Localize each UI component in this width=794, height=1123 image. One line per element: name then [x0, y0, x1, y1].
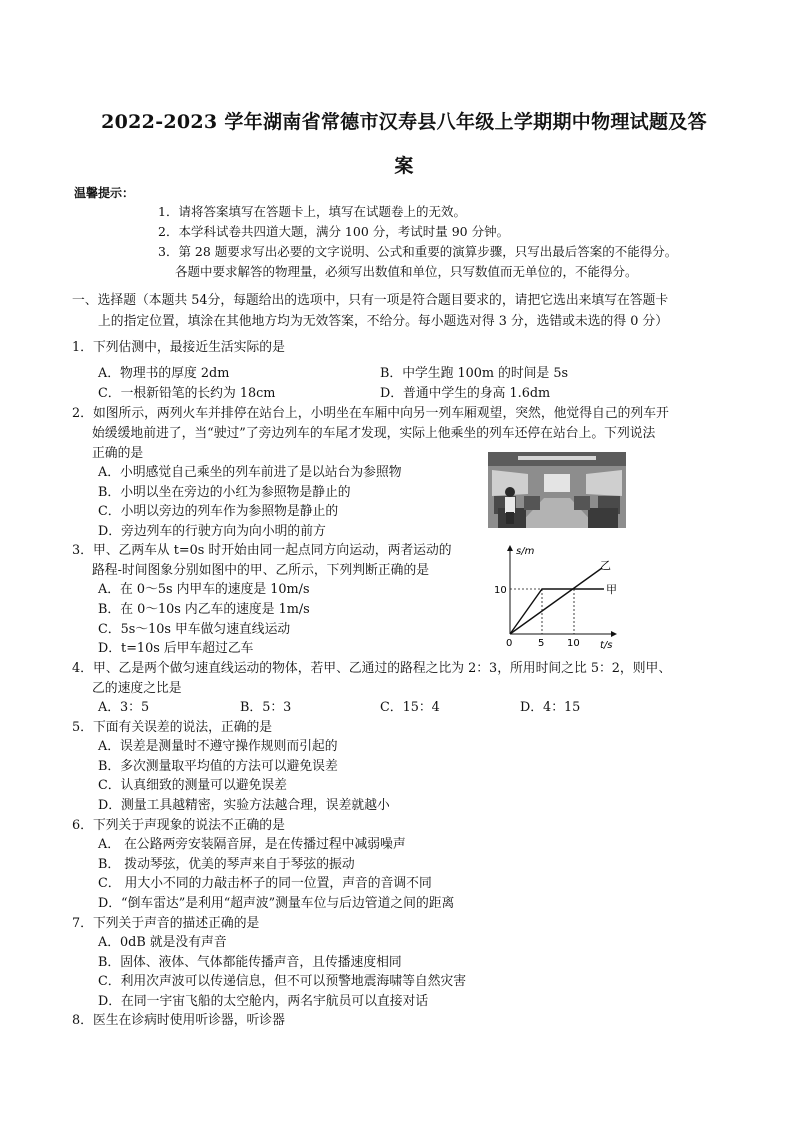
q3-option-b: B．在 0～10s 内乙车的速度是 1m/s: [98, 602, 310, 617]
q3-option-c: C．5s～10s 甲车做匀速直线运动: [98, 622, 291, 637]
q6-option-c: C． 用大小不同的力敲击杯子的同一位置，声音的音调不同: [98, 876, 432, 891]
q4-option-c: C．15：4: [380, 700, 440, 715]
q3-stem-line-1: 3．甲、乙两车从 t=0s 时开始由同一起点同方向运动，两者运动的: [72, 543, 452, 558]
q2-option-d: D．旁边列车的行驶方向为向小明的前方: [98, 524, 326, 539]
q2-option-b: B．小明以坐在旁边的小红为参照物是静止的: [98, 485, 351, 500]
q4-option-b: B．5：3: [240, 700, 292, 715]
q6-stem: 6．下列关于声现象的说法不正确的是: [72, 818, 285, 833]
section-heading-line-1: 一、选择题（本题共 54分，每题给出的选项中，只有一项是符合题目要求的，请把它选出来填写在答题卡: [72, 293, 669, 308]
s-t-graph: [490, 540, 622, 652]
q6-option-d: D．“倒车雷达”是利用“超声波”测量车位与后边管道之间的距离: [98, 896, 455, 911]
q1-option-b: B．中学生跑 100m 的时间是 5s: [380, 366, 569, 381]
q7-option-d: D．在同一宇宙飞船的太空舱内，两名宇航员可以直接对话: [98, 994, 429, 1009]
q3-stem-line-2: 路程-时间图象分别如图中的甲、乙所示，下列判断正确的是: [92, 563, 430, 578]
q2-option-a: A．小明感觉自己乘坐的列车前进了是以站台为参照物: [98, 465, 402, 480]
q7-option-b: B．固体、液体、气体都能传播声音，且传播速度相同: [98, 955, 402, 970]
q2-stem-line-3: 正确的是: [92, 446, 144, 461]
tips-list: [158, 202, 738, 282]
x-tick-10: 10: [567, 638, 580, 649]
tip-1: 1．请将答案填写在答题卡上，填写在试题卷上的无效。: [158, 204, 466, 219]
q1-option-d: D．普通中学生的身高 1.6dm: [380, 386, 551, 401]
title-line-1: 2022-2023 学年湖南省常德市汉寿县八年级上学期期中物理试题及答: [101, 111, 707, 133]
q1-stem: 1．下列估测中，最接近生活实际的是: [72, 340, 285, 355]
q7-option-a: A．0dB 就是没有声音: [98, 935, 227, 950]
q5-option-a: A．误差是测量时不遵守操作规则而引起的: [98, 739, 338, 754]
q5-option-c: C．认真细致的测量可以避免误差: [98, 778, 287, 793]
section-heading: [72, 290, 722, 332]
q4-stem-line-2: 乙的速度之比是: [92, 681, 182, 696]
q4-option-d: D．4：15: [520, 700, 581, 715]
q1-option-a: A．物理书的厚度 2dm: [98, 366, 230, 381]
q6-option-a: A． 在公路两旁安装隔音屏，是在传播过程中减弱噪声: [98, 837, 406, 852]
train-interior-image: [488, 452, 626, 528]
q7-stem: 7．下列关于声音的描述正确的是: [72, 916, 260, 931]
q2-stem-line-2: 始缓缓地前进了，当“驶过”了旁边列车的车尾才发现，实际上他乘坐的列车还停在站台上。下列说法: [92, 426, 656, 441]
x-tick-5: 5: [538, 638, 545, 649]
q5-option-b: B．多次测量取平均值的方法可以避免误差: [98, 759, 338, 774]
tip-2: 2．本学科试卷共四道大题，满分 100 分，考试时量 90 分钟。: [158, 224, 510, 239]
q1-option-c: C．一根新铅笔的长约为 18cm: [98, 386, 276, 401]
x-axis-label: t/s: [600, 640, 613, 651]
page-title: [74, 100, 734, 188]
tip-3-continued: 各题中要求解答的物理量，必须写出数值和单位，只写数值而无单位的，不能得分。: [175, 264, 638, 279]
series-yi-label: 乙: [600, 559, 611, 572]
y-axis-label: s/m: [516, 546, 535, 557]
q5-stem: 5．下面有关误差的说法，正确的是: [72, 720, 273, 735]
q7-option-c: C．利用次声波可以传递信息，但不可以预警地震海啸等自然灾害: [98, 974, 467, 989]
q3-option-a: A．在 0～5s 内甲车的速度是 10m/s: [98, 582, 310, 597]
series-yi-line: [510, 568, 602, 634]
q6-option-b: B． 拨动琴弦，优美的琴声来自于琴弦的振动: [98, 857, 355, 872]
section-heading-line-2: 上的指定位置，填涂在其他地方均为无效答案，不给分。每小题选对得 3 分，选错或未选的得 0 分）: [98, 314, 669, 329]
q4-stem-line-1: 4．甲、乙是两个做匀速直线运动的物体，若甲、乙通过的路程之比为 2：3，所用时间之比 5：2，则甲、: [72, 661, 672, 676]
q2-option-c: C．小明以旁边的列车作为参照物是静止的: [98, 504, 339, 519]
series-jia-label: 甲: [606, 583, 617, 596]
q4-option-a: A．3：5: [98, 700, 150, 715]
q8-stem: 8．医生在诊病时使用听诊器，听诊器: [72, 1013, 285, 1028]
q2-stem-line-1: 2．如图所示，两列火车并排停在站台上，小明坐在车厢中向另一列车厢观望，突然，他觉得自己的列车开: [72, 406, 669, 421]
tips-heading: 温馨提示：: [74, 186, 135, 200]
q3-option-d: D．t=10s 后甲车超过乙车: [98, 641, 254, 656]
series-jia-line: [510, 589, 604, 634]
title-line-2: 案: [394, 155, 414, 177]
tip-3: 3．第 28 题要求写出必要的文字说明、公式和重要的演算步骤，只写出最后答案的不能得分。: [158, 244, 678, 259]
q5-option-d: D．测量工具越精密，实验方法越合理，误差就越小: [98, 798, 390, 813]
y-tick-10: 10: [494, 585, 507, 596]
origin-label: 0: [506, 638, 513, 649]
